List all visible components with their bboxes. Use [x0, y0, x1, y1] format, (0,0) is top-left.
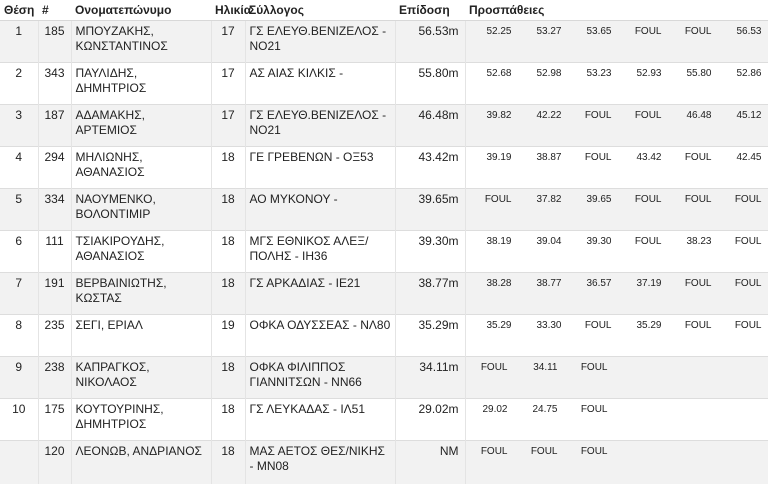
age-cell: 18: [211, 188, 245, 230]
athlete-name-cell: ΚΟΥΤΟΥΡΙΝΗΣ, ΔΗΜΗΤΡΙΟΣ: [71, 398, 211, 440]
attempt-value: FOUL: [580, 361, 608, 373]
club-cell: ΟΦΚΑ ΦΙΛΙΠΠΟΣ ΓΙΑΝΝΙΤΣΩΝ - ΝΝ66: [245, 356, 395, 398]
attempt-value: 38.23: [686, 235, 712, 247]
age-cell: 19: [211, 314, 245, 356]
attempts-list: [466, 151, 768, 164]
attempt-value: 37.19: [636, 277, 662, 289]
bib-cell: 175: [38, 398, 71, 440]
bib-cell: 294: [38, 146, 71, 188]
table-row: [0, 440, 768, 484]
attempt-value: 38.19: [486, 235, 512, 247]
performance-cell: 35.29m: [395, 314, 465, 356]
attempts-cell: [465, 356, 768, 398]
attempts-cell: [465, 314, 768, 356]
performance-cell: 43.42m: [395, 146, 465, 188]
attempt-value: 39.19: [486, 151, 512, 163]
position-cell: [0, 440, 38, 484]
attempts-cell: [465, 230, 768, 272]
attempt-value: 52.98: [536, 67, 562, 79]
attempt-value: 52.86: [736, 67, 762, 79]
age-cell: 18: [211, 398, 245, 440]
attempt-value: FOUL: [580, 445, 608, 457]
header-attempts[interactable]: Προσπάθειες: [465, 0, 768, 20]
age-cell: 17: [211, 62, 245, 104]
table-row: [0, 62, 768, 104]
results-table-body: [0, 20, 768, 484]
header-name[interactable]: Ονοματεπώνυμο: [71, 0, 211, 20]
attempt-value: 55.80: [686, 67, 712, 79]
club-cell: ΓΕ ΓΡΕΒΕΝΩΝ - ΟΞ53: [245, 146, 395, 188]
attempt-value: FOUL: [580, 403, 608, 415]
attempt-value: 52.68: [486, 67, 512, 79]
performance-cell: 38.77m: [395, 272, 465, 314]
attempts-list: [466, 67, 768, 80]
attempt-value: 33.30: [536, 319, 562, 331]
attempt-value: FOUL: [734, 235, 762, 247]
attempt-value: FOUL: [584, 151, 612, 163]
bib-cell: 235: [38, 314, 71, 356]
attempt-value: FOUL: [634, 109, 662, 121]
age-cell: 18: [211, 272, 245, 314]
position-cell: 4: [0, 146, 38, 188]
club-cell: ΑΟ ΜΥΚΟΝΟΥ -: [245, 188, 395, 230]
performance-cell: NM: [395, 440, 465, 484]
table-row: [0, 230, 768, 272]
age-cell: 17: [211, 104, 245, 146]
bib-cell: 334: [38, 188, 71, 230]
attempts-cell: [465, 20, 768, 62]
athlete-name-cell: ΚΑΠΡΑΓΚΟΣ, ΝΙΚΟΛΑΟΣ: [71, 356, 211, 398]
club-cell: ΟΦΚΑ ΟΔΥΣΣΕΑΣ - ΝΛ80: [245, 314, 395, 356]
table-row: [0, 398, 768, 440]
attempt-value: FOUL: [684, 319, 712, 331]
attempt-value: FOUL: [484, 193, 512, 205]
attempt-value: FOUL: [634, 235, 662, 247]
table-row: [0, 104, 768, 146]
performance-cell: 29.02m: [395, 398, 465, 440]
attempt-value: FOUL: [734, 277, 762, 289]
age-cell: 18: [211, 440, 245, 484]
header-performance[interactable]: Επίδοση: [395, 0, 465, 20]
attempts-list: [466, 403, 768, 416]
results-table-header: [0, 0, 768, 20]
header-position[interactable]: Θέση: [0, 0, 38, 20]
age-cell: 17: [211, 20, 245, 62]
attempt-value: FOUL: [584, 319, 612, 331]
attempts-cell: [465, 62, 768, 104]
performance-cell: 55.80m: [395, 62, 465, 104]
club-cell: ΓΣ ΛΕΥΚΑΔΑΣ - ΙΛ51: [245, 398, 395, 440]
attempts-cell: [465, 398, 768, 440]
bib-cell: 343: [38, 62, 71, 104]
athlete-name-cell: ΝΑΟΥΜΕΝΚΟ, ΒΟΛΟΝΤΙΜΙΡ: [71, 188, 211, 230]
bib-cell: 185: [38, 20, 71, 62]
attempt-value: FOUL: [734, 319, 762, 331]
club-cell: ΜΓΣ ΕΘΝΙΚΟΣ ΑΛΕΞ/ΠΟΛΗΣ - ΙΗ36: [245, 230, 395, 272]
bib-cell: 187: [38, 104, 71, 146]
position-cell: 5: [0, 188, 38, 230]
attempt-value: 24.75: [532, 403, 558, 415]
attempt-value: FOUL: [634, 25, 662, 37]
attempt-value: 42.45: [736, 151, 762, 163]
performance-cell: 56.53m: [395, 20, 465, 62]
athlete-name-cell: ΜΗΛΙΩΝΗΣ, ΑΘΑΝΑΣΙΟΣ: [71, 146, 211, 188]
header-age[interactable]: Ηλικία: [211, 0, 245, 20]
attempt-value: 38.77: [536, 277, 562, 289]
table-row: [0, 188, 768, 230]
position-cell: 6: [0, 230, 38, 272]
position-cell: 10: [0, 398, 38, 440]
club-cell: ΓΣ ΕΛΕΥΘ.ΒΕΝΙΖΕΛΟΣ - ΝΟ21: [245, 20, 395, 62]
club-cell: ΑΣ ΑΙΑΣ ΚΙΛΚΙΣ -: [245, 62, 395, 104]
attempts-cell: [465, 272, 768, 314]
attempts-cell: [465, 440, 768, 484]
attempt-value: 45.12: [736, 109, 762, 121]
position-cell: 1: [0, 20, 38, 62]
attempt-value: FOUL: [480, 361, 508, 373]
bib-cell: 120: [38, 440, 71, 484]
attempt-value: 46.48: [686, 109, 712, 121]
athlete-name-cell: ΤΣΙΑΚΙΡΟΥΔΗΣ, ΑΘΑΝΑΣΙΟΣ: [71, 230, 211, 272]
table-row: [0, 146, 768, 188]
attempt-value: 34.11: [533, 361, 558, 373]
table-row: [0, 314, 768, 356]
attempts-list: [466, 361, 768, 374]
attempt-value: FOUL: [684, 25, 712, 37]
position-cell: 9: [0, 356, 38, 398]
attempt-value: FOUL: [634, 193, 662, 205]
attempt-value: 42.22: [536, 109, 562, 121]
attempt-value: 39.65: [586, 193, 612, 205]
attempt-value: 29.02: [482, 403, 508, 415]
attempts-list: [466, 319, 768, 332]
performance-cell: 34.11m: [395, 356, 465, 398]
attempt-value: 43.42: [636, 151, 662, 163]
attempt-value: 53.65: [586, 25, 612, 37]
attempt-value: FOUL: [734, 193, 762, 205]
athlete-name-cell: ΜΠΟΥΖΑΚΗΣ, ΚΩΝΣΤΑΝΤΙΝΟΣ: [71, 20, 211, 62]
attempt-value: 36.57: [586, 277, 612, 289]
performance-cell: 39.65m: [395, 188, 465, 230]
table-row: [0, 356, 768, 398]
attempts-cell: [465, 146, 768, 188]
athlete-name-cell: ΠΑΥΛΙΔΗΣ, ΔΗΜΗΤΡΙΟΣ: [71, 62, 211, 104]
attempt-value: 38.28: [486, 277, 512, 289]
club-cell: ΓΣ ΑΡΚΑΔΙΑΣ - ΙΕ21: [245, 272, 395, 314]
bib-cell: 238: [38, 356, 71, 398]
attempt-value: FOUL: [684, 151, 712, 163]
attempt-value: FOUL: [480, 445, 508, 457]
attempt-value: FOUL: [530, 445, 558, 457]
athlete-name-cell: ΣΕΓΙ, ΕΡΙΑΛ: [71, 314, 211, 356]
age-cell: 18: [211, 356, 245, 398]
attempt-value: 39.30: [586, 235, 612, 247]
header-club[interactable]: Σύλλογος: [245, 0, 395, 20]
attempt-value: FOUL: [684, 193, 712, 205]
club-cell: ΜΑΣ ΑΕΤΟΣ ΘΕΣ/ΝΙΚΗΣ - ΜΝ08: [245, 440, 395, 484]
header-bib[interactable]: #: [38, 0, 71, 20]
attempt-value: 38.87: [536, 151, 562, 163]
table-row: [0, 272, 768, 314]
attempts-list: [466, 109, 768, 122]
attempt-value: 53.27: [536, 25, 562, 37]
attempts-list: [466, 445, 768, 458]
attempt-value: 52.93: [636, 67, 662, 79]
attempts-list: [466, 277, 768, 290]
attempts-cell: [465, 104, 768, 146]
age-cell: 18: [211, 146, 245, 188]
position-cell: 3: [0, 104, 38, 146]
attempt-value: 35.29: [486, 319, 512, 331]
attempts-list: [466, 235, 768, 248]
attempts-list: [466, 193, 768, 206]
performance-cell: 46.48m: [395, 104, 465, 146]
attempts-list: [466, 25, 768, 38]
attempt-value: 39.04: [536, 235, 562, 247]
attempt-value: FOUL: [584, 109, 612, 121]
attempts-cell: [465, 188, 768, 230]
table-row: [0, 20, 768, 62]
position-cell: 7: [0, 272, 38, 314]
attempt-value: 37.82: [536, 193, 562, 205]
athlete-name-cell: ΛΕΟΝΩΒ, ΑΝΔΡΙΑΝΟΣ: [71, 440, 211, 484]
club-cell: ΓΣ ΕΛΕΥΘ.ΒΕΝΙΖΕΛΟΣ - ΝΟ21: [245, 104, 395, 146]
attempt-value: 39.82: [486, 109, 512, 121]
performance-cell: 39.30m: [395, 230, 465, 272]
bib-cell: 191: [38, 272, 71, 314]
bib-cell: 111: [38, 230, 71, 272]
attempt-value: 53.23: [586, 67, 612, 79]
attempt-value: 52.25: [486, 25, 512, 37]
attempt-value: 35.29: [636, 319, 662, 331]
attempt-value: 56.53: [736, 25, 762, 37]
athlete-name-cell: ΑΔΑΜΑΚΗΣ, ΑΡΤΕΜΙΟΣ: [71, 104, 211, 146]
position-cell: 8: [0, 314, 38, 356]
athlete-name-cell: ΒΕΡΒΑΙΝΙΩΤΗΣ, ΚΩΣΤΑΣ: [71, 272, 211, 314]
attempt-value: FOUL: [684, 277, 712, 289]
position-cell: 2: [0, 62, 38, 104]
age-cell: 18: [211, 230, 245, 272]
